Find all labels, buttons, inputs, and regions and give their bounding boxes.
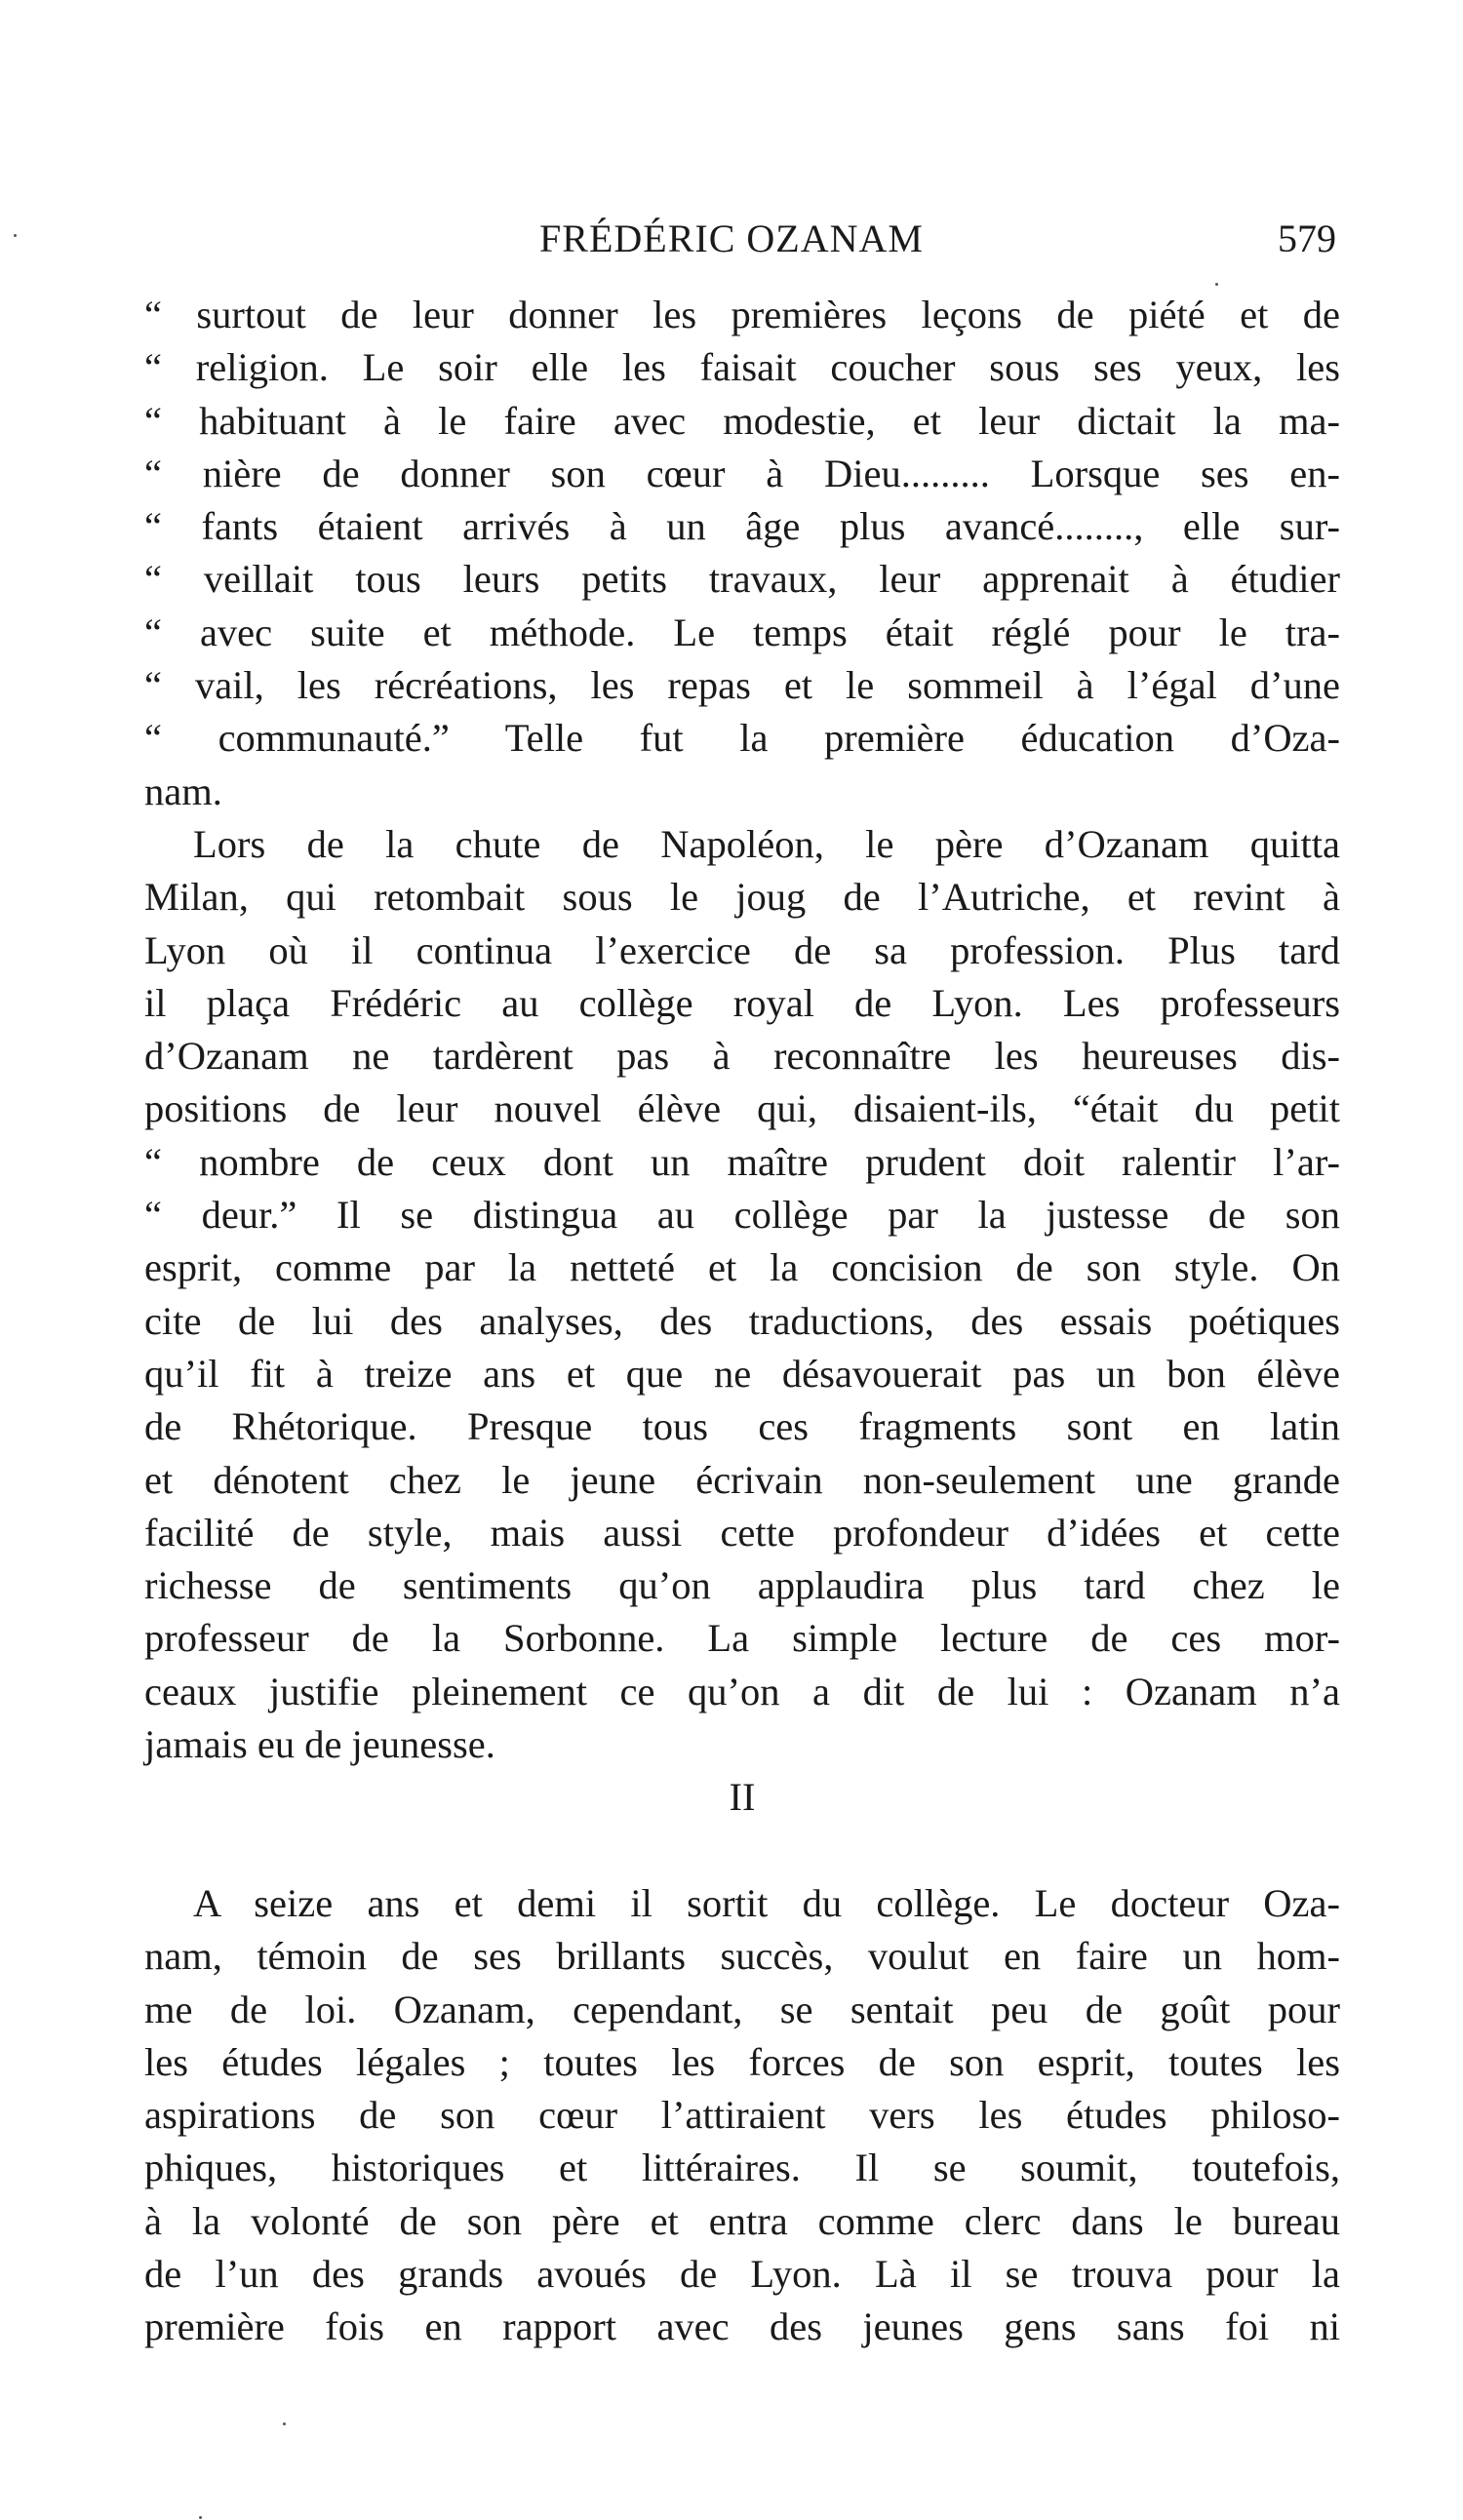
text-line: professeur de la Sorbonne. La simple lecture de ces mor- <box>144 1616 1340 1661</box>
paragraph-first-line: Lors de la chute de Napoléon, le père d’Ozanam quitta <box>193 821 1340 866</box>
text-line: de Rhétorique. Presque tous ces fragments sont en latin <box>144 1404 1340 1449</box>
text-line: “ religion. Le soir elle les faisait coucher sous ses yeux, les <box>144 345 1340 390</box>
text-line: les études légales ; toutes les forces de son esprit, toutes les <box>144 2039 1340 2084</box>
text-line: facilité de style, mais aussi cette profondeur d’idées et cette <box>144 1510 1340 1555</box>
text-line: première fois en rapport avec des jeunes gens sans foi ni <box>144 2304 1340 2349</box>
text-line: “ veillait tous leurs petits travaux, leur apprenait à étudier <box>144 557 1340 602</box>
scan-speck <box>283 2422 286 2425</box>
text-line: Lyon où il continua l’exercice de sa profession. Plus tard <box>144 927 1340 972</box>
text-line: à la volonté de son père et entra comme clerc dans le bureau <box>144 2198 1340 2243</box>
running-title: FRÉDÉRIC OZANAM <box>539 217 924 260</box>
text-line: il plaça Frédéric au collège royal de Lyon. Les professeurs <box>144 980 1340 1025</box>
scan-speck <box>1215 283 1218 286</box>
paragraph-first-line: A seize ans et demi il sortit du collège. Le docteur Oza- <box>193 1880 1340 1925</box>
text-line: richesse de sentiments qu’on applaudira plus tard chez le <box>144 1563 1340 1608</box>
text-line: ceaux justifie pleinement ce qu’on a dit de lui : Ozanam n’a <box>144 1669 1340 1713</box>
text-line: positions de leur nouvel élève qui, disaient-ils, “était du petit <box>144 1086 1340 1131</box>
text-line: “ deur.” Il se distingua au collège par la justesse de son <box>144 1193 1340 1238</box>
running-head <box>0 210 1463 268</box>
text-line: “ avec suite et méthode. Le temps était réglé pour le tra- <box>144 610 1340 654</box>
scan-speck <box>14 234 17 237</box>
text-line: d’Ozanam ne tardèrent pas à reconnaître les heureuses dis- <box>144 1034 1340 1079</box>
text-line: cite de lui des analyses, des traductions, des essais poétiques <box>144 1298 1340 1343</box>
text-line: “ nière de donner son cœur à Dieu......... Lorsque ses en- <box>144 451 1340 495</box>
text-line: et dénotent chez le jeune écrivain non-seulement une grande <box>144 1457 1340 1502</box>
scan-speck <box>199 2516 202 2519</box>
page-number: 579 <box>1278 217 1336 260</box>
text-line: “ fants étaient arrivés à un âge plus avancé........, elle sur- <box>144 504 1340 549</box>
section-gap <box>144 1825 1340 1877</box>
text-line: esprit, comme par la netteté et la concision de son style. On <box>144 1245 1340 1290</box>
text-line: nam. <box>144 768 222 813</box>
text-line: me de loi. Ozanam, cependant, se sentait peu de goût pour <box>144 1987 1340 2031</box>
text-line: “ vail, les récréations, les repas et le sommeil à l’égal d’une <box>144 663 1340 708</box>
text-line: Milan, qui retombait sous le joug de l’Autriche, et revint à <box>144 875 1340 920</box>
text-line: “ communauté.” Telle fut la première éducation d’Oza- <box>144 716 1340 761</box>
body-text <box>144 289 1340 2354</box>
text-line: jamais eu de jeunesse. <box>144 1722 495 1767</box>
section-heading: II <box>729 1775 756 1820</box>
text-line: qu’il fit à treize ans et que ne désavouerait pas un bon élève <box>144 1351 1340 1396</box>
text-line: nam, témoin de ses brillants succès, voulut en faire un hom- <box>144 1934 1340 1979</box>
text-line: “ surtout de leur donner les premières leçons de piété et de <box>144 293 1340 336</box>
text-line: aspirations de son cœur l’attiraient vers les études philoso- <box>144 2093 1340 2138</box>
text-line: “ habituant à le faire avec modestie, et leur dictait la ma- <box>144 398 1340 443</box>
text-line: de l’un des grands avoués de Lyon. Là il se trouva pour la <box>144 2251 1340 2296</box>
text-line: phiques, historiques et littéraires. Il se soumit, toutefois, <box>144 2146 1340 2190</box>
text-line: “ nombre de ceux dont un maître prudent doit ralentir l’ar- <box>144 1139 1340 1184</box>
